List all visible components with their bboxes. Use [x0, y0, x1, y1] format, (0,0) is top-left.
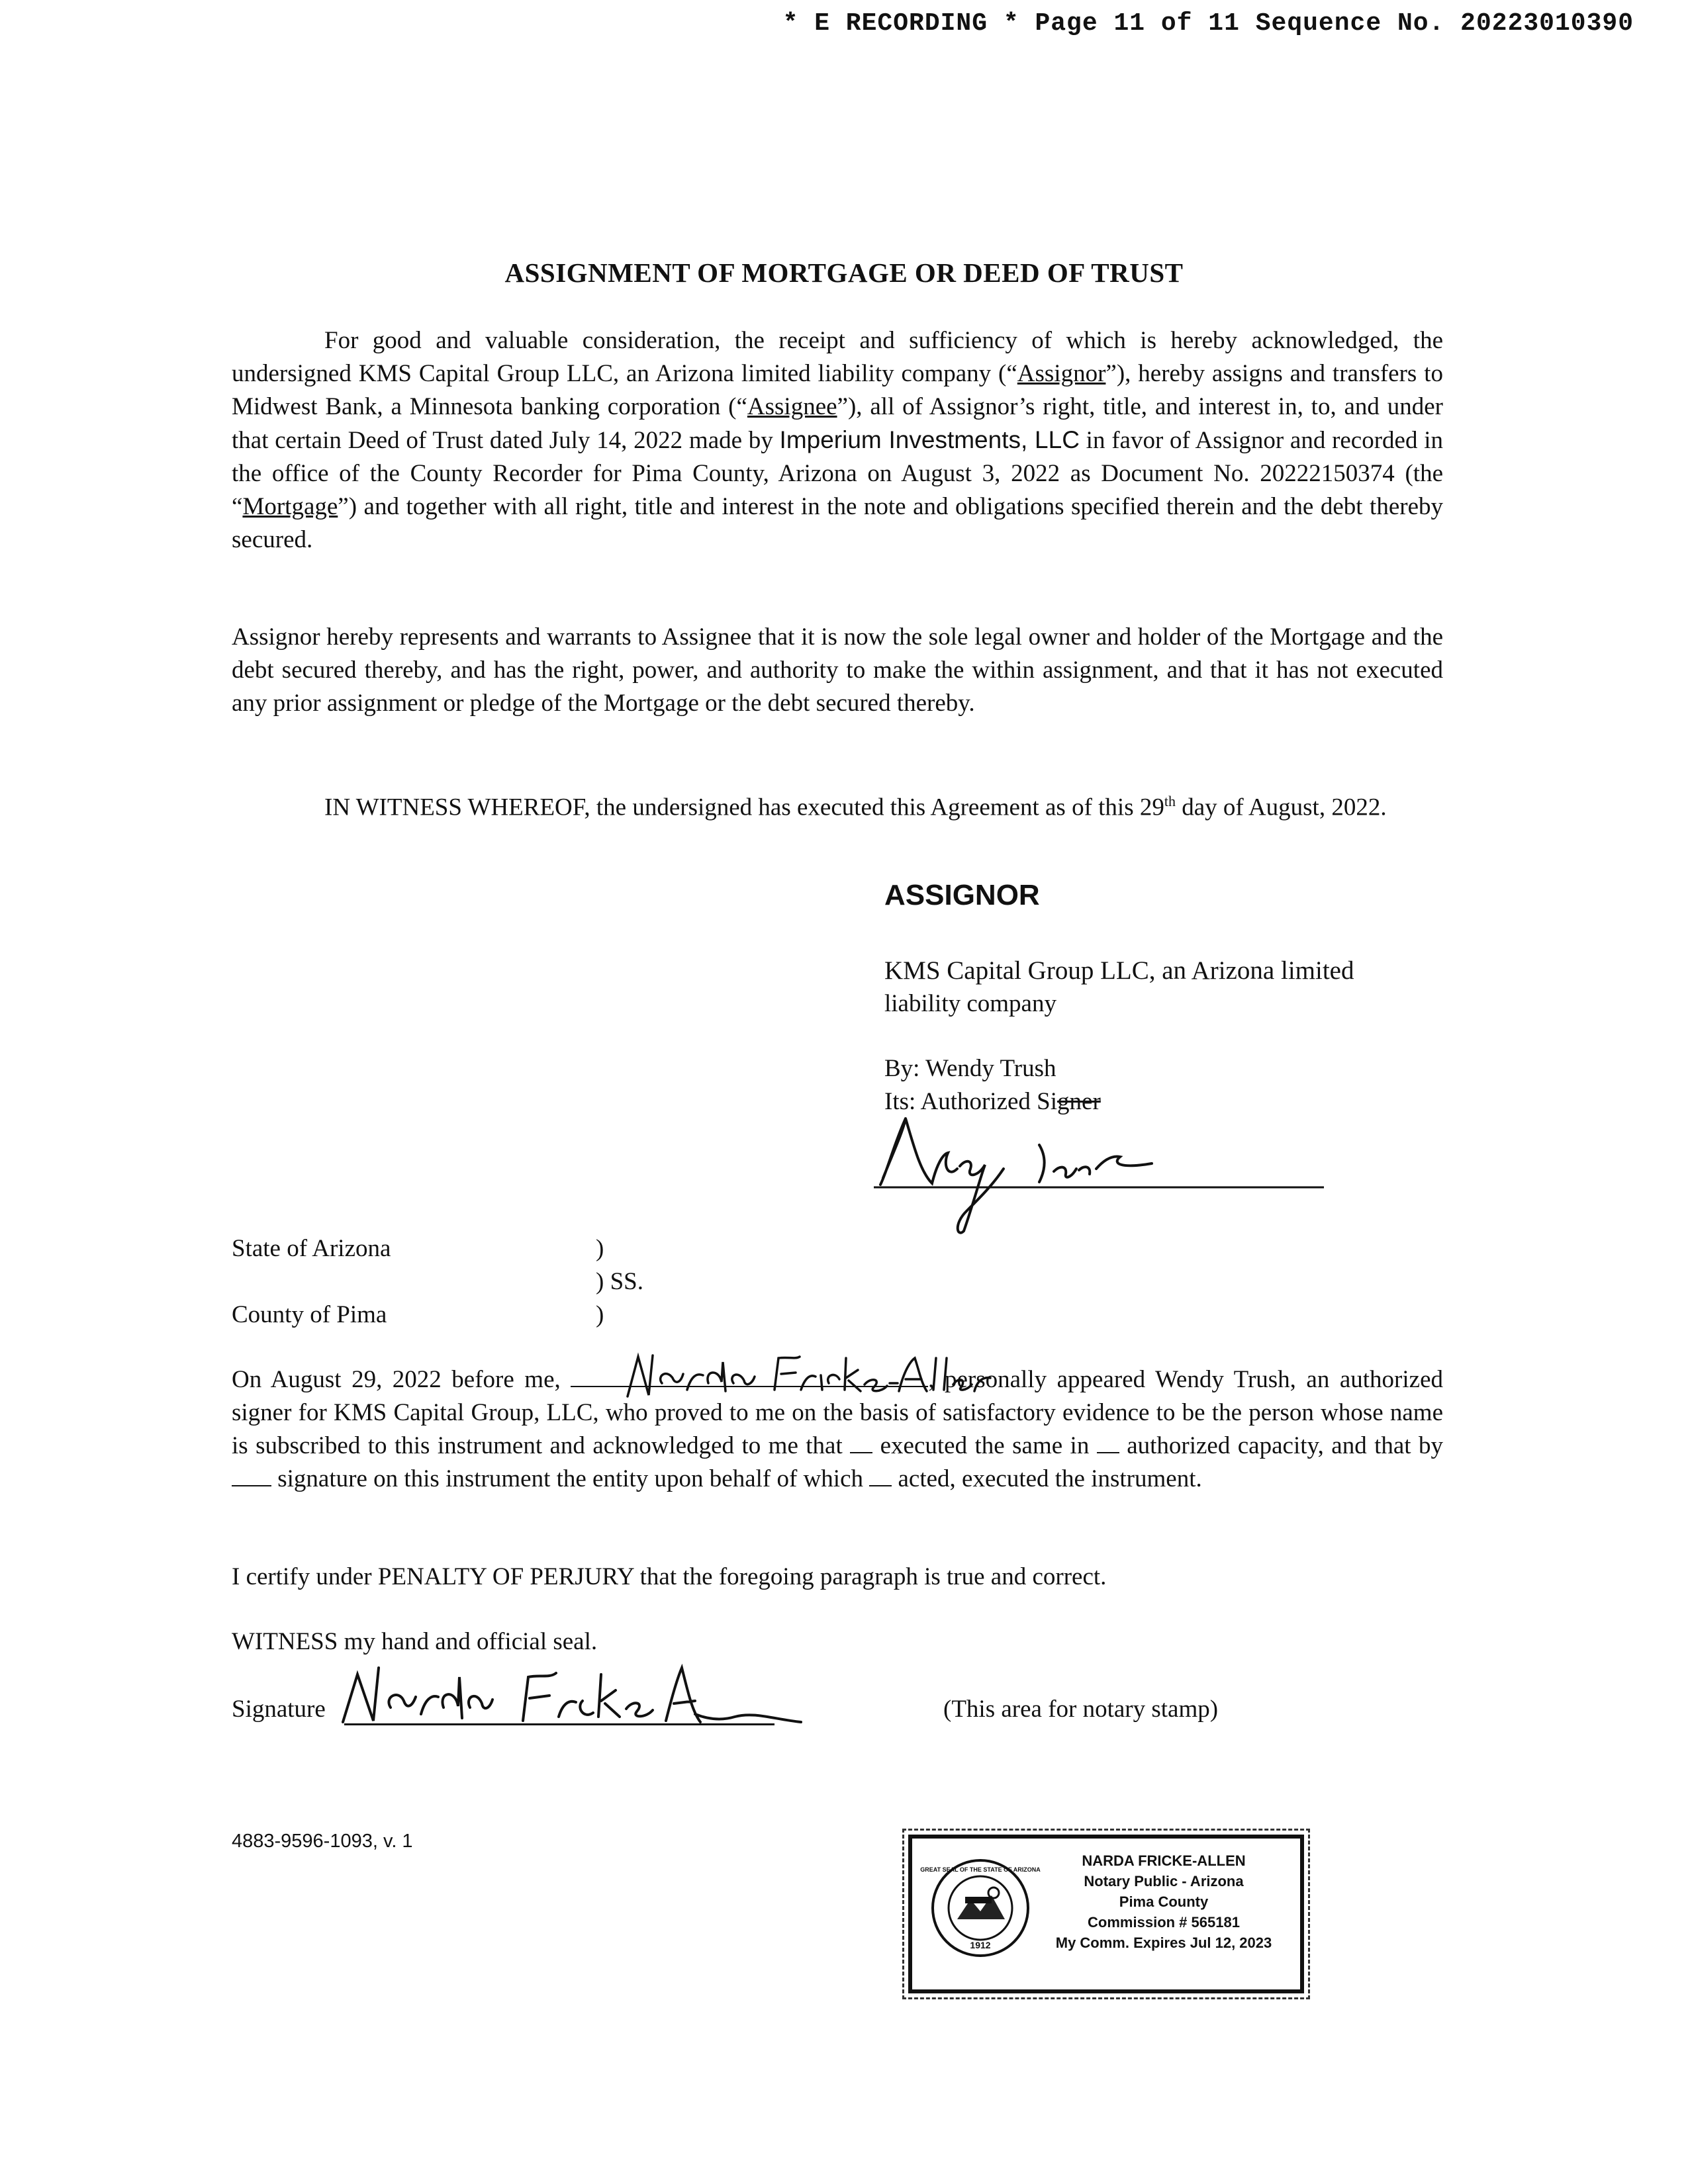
signature-label: Signature	[232, 1696, 326, 1723]
warranty-paragraph: Assignor hereby represents and warrants to Assignee that it is now the sole legal owner and holder of the Mortgage and the debt secured thereby, and has the right, power, and authority to make the within assignment, and that it has not executed any prior assignment or pledge of the Mortgage or the debt secured thereby.	[232, 623, 1443, 717]
para1-part4: in favor of Assignor and recorded in the office of the County Recorder for Pima County, Arizona on August 3, 2022 as Document No. 20222150374 (the “	[232, 427, 1443, 520]
blank-3	[232, 1464, 271, 1486]
venue-paren-bottom: )	[596, 1301, 604, 1328]
venue-state: State of Arizona	[232, 1235, 391, 1262]
notary-expiration: My Comm. Expires Jul 12, 2023	[1055, 1934, 1272, 1951]
mortgage-defined-term: Mortgage	[242, 493, 338, 520]
assignor-by-line: By: Wendy Trush	[884, 1055, 1056, 1082]
blank-4	[869, 1464, 892, 1486]
para1-part3: ”), all of Assignor’s right, title, and interest in, to, and under that certain Deed of Trust dated July 14, 2022 made by	[232, 393, 1444, 454]
notary-name-handwriting	[622, 1343, 993, 1410]
acknowledgment-body: , personally appeared Wendy Trush, an authorized signer for KMS Capital Group, LLC, who proved to me on the basis of satisfactory evidence to be the person whose name is subscribed to this instrument and acknowledged to me that	[232, 1366, 1443, 1459]
assignor-company-line2: liability company	[884, 990, 1056, 1017]
notary-county: Pima County	[1119, 1893, 1209, 1910]
blank-2	[1097, 1431, 1119, 1453]
assignee-defined-term: Assignee	[747, 393, 837, 420]
para1-part5: ”) and together with all right, title and interest in the note and obligations specified therein and the debt thereby secured.	[232, 493, 1443, 553]
struck-text: gner	[1057, 1088, 1101, 1115]
notary-stamp	[908, 1835, 1304, 1993]
witness-whereof-date: day of August, 2022.	[1175, 794, 1387, 821]
perjury-certification: I certify under PENALTY OF PERJURY that the foregoing paragraph is true and correct.	[232, 1563, 1107, 1590]
acknowledgment-t5: acted, executed the instrument.	[898, 1465, 1202, 1492]
notary-stamp-area-label: (This area for notary stamp)	[943, 1696, 1219, 1723]
ordinal-suffix: th	[1164, 793, 1176, 809]
blank-1	[850, 1431, 872, 1453]
venue-county: County of Pima	[232, 1301, 387, 1328]
notary-title: Notary Public - Arizona	[1084, 1873, 1244, 1889]
acknowledgment-t3: authorized capacity, and that by	[1127, 1432, 1444, 1459]
seal-year: 1912	[970, 1940, 991, 1950]
witness-whereof-paragraph	[232, 785, 1443, 824]
para1-part2: ”), hereby assigns and transfers to Midwest Bank, a Minnesota banking corporation (“	[232, 360, 1443, 420]
document-title: ASSIGNMENT OF MORTGAGE OR DEED OF TRUST	[504, 257, 1184, 288]
assignor-signature	[874, 1105, 1350, 1244]
venue-ss: ) SS.	[596, 1268, 643, 1295]
document-number: 4883-9596-1093, v. 1	[232, 1831, 413, 1852]
acknowledgment-t2: executed the same in	[880, 1432, 1090, 1459]
para1-part1: For good and valuable consideration, the receipt and sufficiency of which is hereby acknowledged, the undersigned KMS Capital Group LLC, an Arizona limited liability company (“	[232, 327, 1443, 387]
notary-signature	[338, 1648, 814, 1741]
state-seal-icon	[920, 1858, 1041, 1958]
maker-name: Imperium Investments, LLC	[779, 426, 1080, 453]
assignor-defined-term: Assignor	[1017, 360, 1106, 387]
assignor-company-line1: KMS Capital Group LLC, an Arizona limited	[884, 956, 1354, 985]
notary-name: NARDA FRICKE-ALLEN	[1082, 1852, 1246, 1869]
seal-ring-text: GREAT SEAL OF THE STATE OF ARIZONA	[920, 1866, 1041, 1873]
venue-paren-top: )	[596, 1235, 604, 1262]
witness-statement: WITNESS my hand and official seal.	[232, 1628, 598, 1655]
notary-stamp-text	[1031, 1850, 1296, 1953]
acknowledgment-start: On August 29, 2022 before me,	[232, 1366, 561, 1393]
notary-commission: Commission # 565181	[1088, 1914, 1240, 1931]
assignor-heading: ASSIGNOR	[884, 879, 1040, 911]
witness-whereof-text: IN WITNESS WHEREOF, the undersigned has executed this Agreement as of this 29	[324, 794, 1164, 821]
acknowledgment-t4: signature on this instrument the entity upon behalf of which	[277, 1465, 863, 1492]
assignor-title: Its: Authorized Si	[884, 1088, 1058, 1115]
recording-stamp: * E RECORDING * Page 11 of 11 Sequence No. 20223010390	[782, 9, 1634, 38]
assignment-paragraph	[232, 324, 1443, 557]
